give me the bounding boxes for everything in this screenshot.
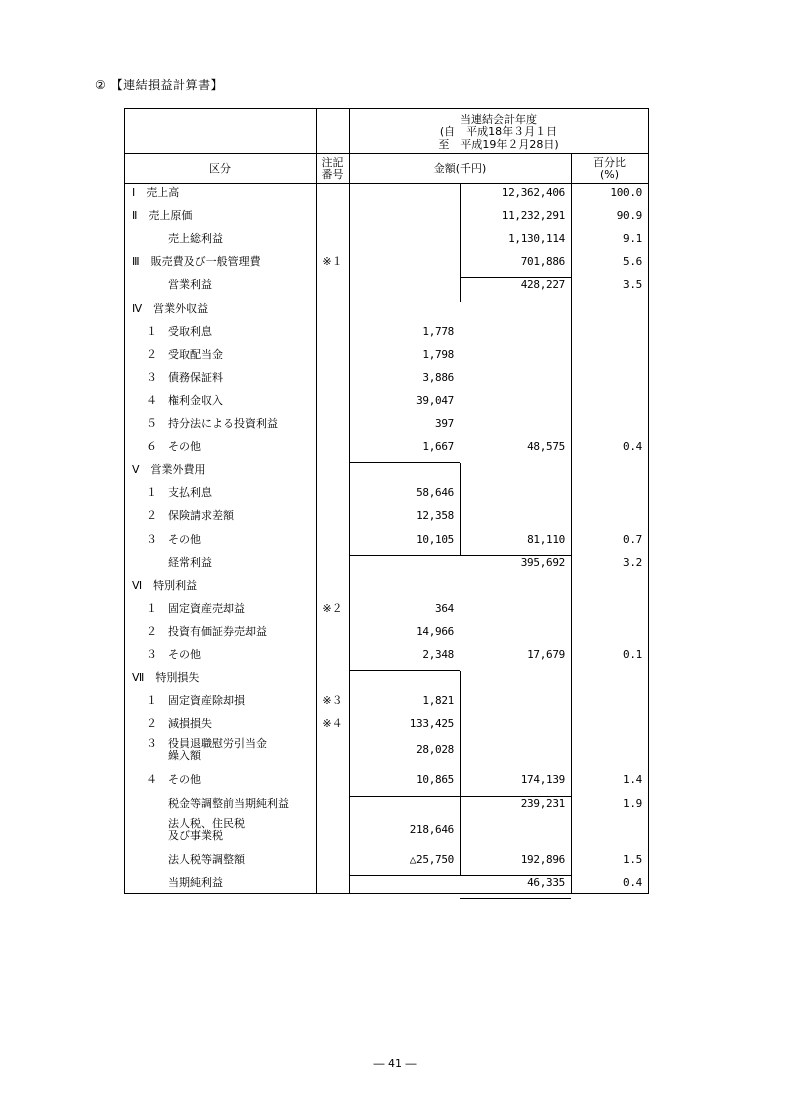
row-amount: △25,750 bbox=[409, 852, 454, 866]
row-total: 1,130,114 bbox=[508, 232, 565, 246]
row-label: Ⅰ 売上高 bbox=[132, 186, 180, 199]
row-note-ref: ※１ bbox=[322, 255, 343, 269]
row-label: ２ 減損損失 bbox=[146, 717, 212, 731]
row-percent: 1.5 bbox=[623, 852, 642, 866]
row-total: 11,232,291 bbox=[501, 209, 565, 223]
subtotal-line bbox=[460, 898, 571, 899]
row-percent: 0.7 bbox=[623, 532, 642, 546]
row-percent: 0.1 bbox=[623, 648, 642, 661]
subtotal-line bbox=[349, 462, 460, 463]
page-number: ― 41 ― bbox=[373, 1057, 417, 1070]
header-divider bbox=[124, 153, 648, 154]
row-percent: 1.4 bbox=[623, 773, 642, 787]
row-amount: 2,348 bbox=[422, 648, 454, 661]
row-percent: 100.0 bbox=[610, 186, 642, 199]
row-percent: 3.5 bbox=[623, 278, 642, 292]
row-label: ３ 債務保証料 bbox=[146, 370, 223, 384]
row-total: 48,575 bbox=[527, 440, 565, 454]
row-amount: 133,425 bbox=[409, 717, 454, 731]
period-from: (自 平成18年３月１日 bbox=[439, 125, 558, 138]
row-label: ３ 役員退職慰労引当金 bbox=[146, 737, 267, 751]
row-amount: 14,966 bbox=[416, 624, 454, 638]
row-label: １ 受取利息 bbox=[146, 324, 212, 338]
row-label: 繰入額 bbox=[168, 749, 201, 763]
row-label: 経常利益 bbox=[168, 555, 212, 569]
row-label: Ⅴ 営業外費用 bbox=[132, 463, 206, 477]
row-amount: 10,865 bbox=[416, 773, 454, 787]
row-label: Ⅱ 売上原価 bbox=[132, 209, 193, 223]
period-to: 至 平成19年２月28日) bbox=[438, 138, 559, 151]
row-label: Ⅳ 営業外収益 bbox=[132, 301, 209, 315]
row-label: Ⅶ 特別損失 bbox=[132, 671, 200, 685]
row-percent: 3.2 bbox=[623, 555, 642, 569]
row-label: 及び事業税 bbox=[168, 828, 223, 842]
row-label: ２ 投資有価証券売却益 bbox=[146, 624, 267, 638]
row-label: 税金等調整前当期純利益 bbox=[168, 796, 289, 810]
row-total: 81,110 bbox=[527, 532, 565, 546]
column-header-percent: 百分比 bbox=[593, 156, 626, 169]
row-total: 46,335 bbox=[527, 875, 565, 889]
column-header-percent: (%) bbox=[599, 168, 620, 181]
row-label: 法人税等調整額 bbox=[168, 852, 245, 866]
row-amount: 1,821 bbox=[422, 694, 454, 708]
row-label: 営業利益 bbox=[168, 278, 212, 292]
row-total: 174,139 bbox=[520, 773, 565, 787]
column-header-kubun: 区分 bbox=[209, 162, 231, 175]
row-label: 法人税、住民税 bbox=[168, 816, 245, 830]
row-label: ６ その他 bbox=[146, 440, 201, 454]
row-label: 当期純利益 bbox=[168, 875, 223, 889]
row-percent: 90.9 bbox=[616, 209, 642, 223]
row-total: 395,692 bbox=[520, 555, 565, 569]
row-percent: 0.4 bbox=[623, 440, 642, 454]
row-amount: 12,358 bbox=[416, 509, 454, 523]
row-note-ref: ※３ bbox=[322, 694, 343, 708]
row-note-ref: ※２ bbox=[322, 601, 343, 615]
row-amount: 3,886 bbox=[422, 370, 454, 384]
row-percent: 0.4 bbox=[623, 875, 642, 889]
row-amount: 218,646 bbox=[409, 822, 454, 836]
column-header-note: 番号 bbox=[321, 168, 344, 181]
subtotal-line bbox=[349, 670, 460, 671]
row-amount: 1,778 bbox=[422, 324, 454, 338]
row-amount: 397 bbox=[435, 417, 454, 430]
period-title: 当連結会計年度 bbox=[460, 113, 537, 126]
row-total: 701,886 bbox=[520, 255, 565, 269]
row-label: ３ その他 bbox=[146, 648, 201, 661]
row-total: 17,679 bbox=[527, 648, 565, 661]
row-total: 192,896 bbox=[520, 852, 565, 866]
row-amount: 39,047 bbox=[416, 393, 454, 407]
row-total: 428,227 bbox=[520, 278, 565, 292]
statement-heading: ② 【連結損益計算書】 bbox=[95, 78, 224, 92]
row-amount: 1,667 bbox=[422, 440, 454, 454]
row-amount: 364 bbox=[435, 601, 454, 615]
row-label: Ⅲ 販売費及び一般管理費 bbox=[132, 255, 261, 269]
column-header-amount: 金額(千円) bbox=[433, 162, 487, 175]
row-label: ３ その他 bbox=[146, 532, 201, 546]
row-note-ref: ※４ bbox=[322, 717, 343, 731]
header-divider bbox=[124, 183, 648, 184]
row-percent: 1.9 bbox=[623, 796, 642, 810]
column-divider bbox=[316, 108, 317, 893]
row-amount: 1,798 bbox=[422, 347, 454, 361]
row-label: Ⅵ 特別利益 bbox=[132, 578, 198, 592]
row-label: １ 固定資産売却益 bbox=[146, 601, 245, 615]
row-percent: 9.1 bbox=[623, 232, 642, 246]
column-header-note: 注記 bbox=[321, 156, 344, 169]
row-label: ４ その他 bbox=[146, 773, 201, 787]
row-amount: 58,646 bbox=[416, 486, 454, 500]
row-label: ２ 受取配当金 bbox=[146, 347, 223, 361]
row-label: 売上総利益 bbox=[168, 232, 223, 246]
row-total: 239,231 bbox=[520, 796, 565, 810]
row-label: １ 支払利息 bbox=[146, 486, 212, 500]
row-label: ４ 権利金収入 bbox=[146, 393, 223, 407]
row-label: １ 固定資産除却損 bbox=[146, 694, 245, 708]
row-amount: 10,105 bbox=[416, 532, 454, 546]
row-label: ２ 保険請求差額 bbox=[146, 509, 234, 523]
row-percent: 5.6 bbox=[623, 255, 642, 269]
row-amount: 28,028 bbox=[416, 743, 454, 757]
row-label: ５ 持分法による投資利益 bbox=[146, 417, 278, 430]
row-total: 12,362,406 bbox=[501, 186, 565, 199]
